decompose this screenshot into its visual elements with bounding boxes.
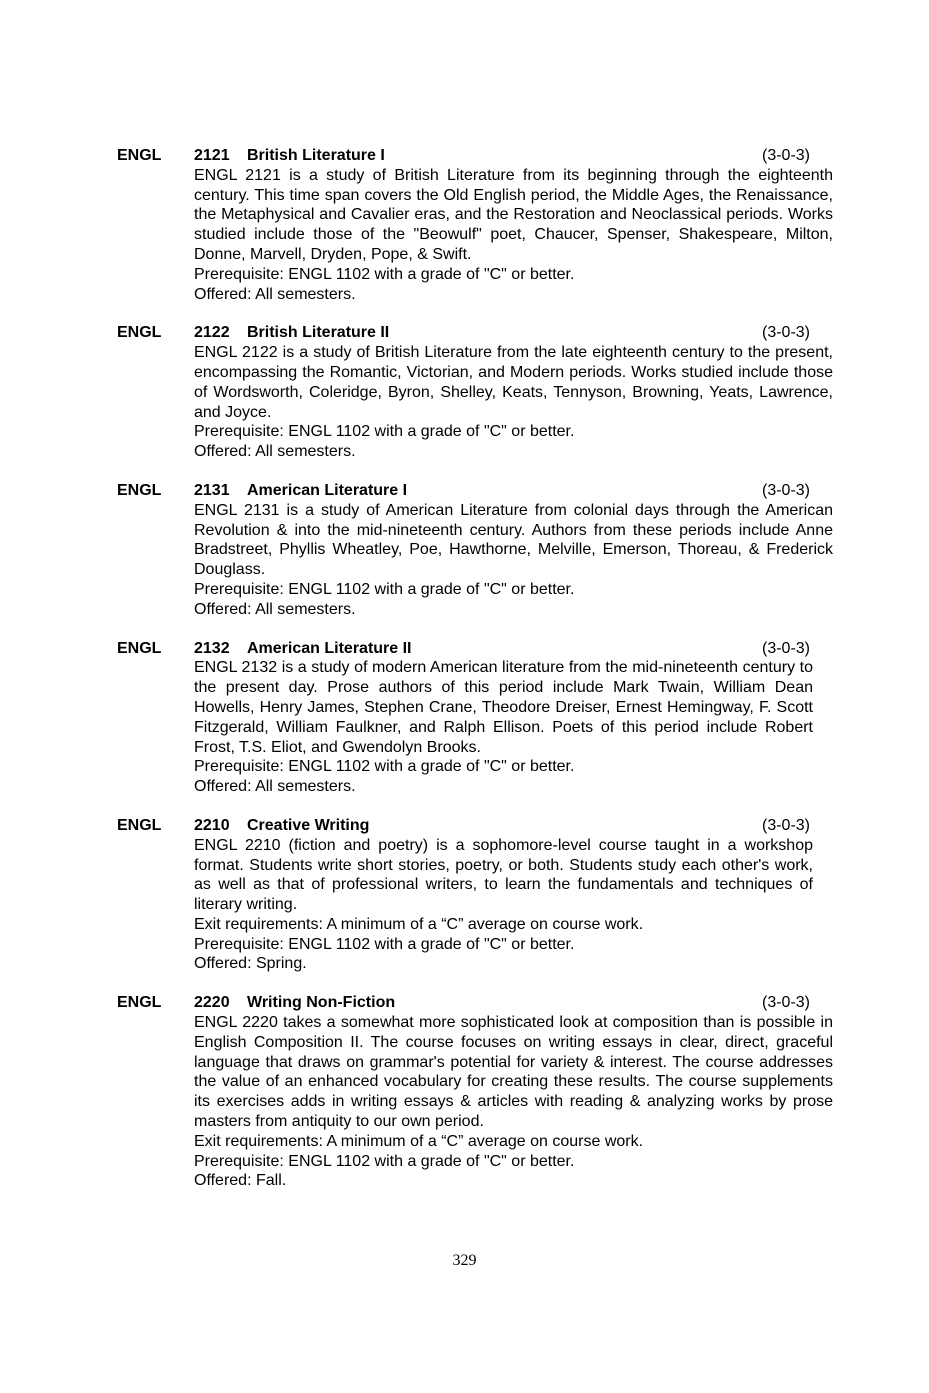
course-offered: Offered: Fall. [194,1172,287,1190]
course-body [194,836,833,975]
course-body [194,1013,833,1191]
course-number: 2220 [194,994,230,1012]
course-title: Writing Non-Fiction [247,994,396,1012]
course-prerequisite: Prerequisite: ENGL 1102 with a grade of "C" or better. [194,423,575,441]
course-heading [117,146,833,166]
course-number: 2121 [194,147,230,164]
course-prerequisite: Prerequisite: ENGL 1102 with a grade of "C" or better. [194,1152,575,1170]
course-offered: Offered: All semesters. [194,600,356,618]
course-body [194,166,833,305]
course-offered: Offered: All semesters. [194,778,356,796]
course-dept: ENGL [117,994,162,1012]
page-number: 329 [452,1252,477,1269]
course-entry [117,146,833,304]
course-description: ENGL 2121 is a study of British Literature from its beginning through the eighteenth century. This time span covers the Old English period, the Middle Ages, the Renaissance, the Metaphysical and Cavalier eras, and the Restoration and Neoclassical periods. Works studied include those of the "Beowulf" poet, Chaucer, Spenser, Shakespeare, Milton, Donne, Marvell, Dryden, Pope, & Swift. [194,166,833,263]
course-description: ENGL 2220 takes a somewhat more sophisticated look at composition than is possible in English Composition II. The course focuses on writing essays in clear, direct, graceful language that draws on grammar's potential for variety & interest. The course addresses the value of an enhanced vocabulary for creating these results. The course supplements its exercises adds in writing essays & articles with reading & analyzing works by prose masters from antiquity to our own period. [194,1014,833,1131]
course-description: ENGL 2131 is a study of American Literature from colonial days through the American Revolution & into the mid-nineteenth century. Authors from these periods include Anne Bradstreet, Phyllis Wheatley, Poe, Hawthorne, Melville, Emerson, Thoreau, & Frederick Douglass. [194,501,833,579]
course-exit-requirements: Exit requirements: A minimum of a “C” average on course work. [194,915,644,933]
course-number: 2210 [194,816,230,834]
course-credits: (3-0-3) [762,481,811,499]
course-entry [117,639,833,797]
course-body [194,658,833,797]
course-prerequisite: Prerequisite: ENGL 1102 with a grade of "C" or better. [194,758,575,776]
course-heading [117,816,833,836]
course-entry [117,481,833,620]
course-dept: ENGL [117,481,162,499]
course-title: American Literature I [247,481,408,499]
course-credits: (3-0-3) [762,816,811,834]
course-body [194,343,833,462]
course-description: ENGL 2122 is a study of British Literature from the late eighteenth century to the present, encompassing the Romantic, Victorian, and Modern periods. Works studied include those of Wordsworth, Coleridge, Byron, Shelley, Keats, Tennyson, Browning, Yeats, Lawrence, and Joyce. [194,344,833,421]
course-credits: (3-0-3) [762,639,811,657]
course-list [117,146,833,1210]
course-entry [117,993,833,1191]
course-entry [117,323,833,462]
course-heading [117,993,833,1013]
course-title: British Literature II [247,324,390,342]
course-heading [117,481,833,501]
course-heading [117,323,833,343]
course-prerequisite: Prerequisite: ENGL 1102 with a grade of "C" or better. [194,580,575,598]
course-description: ENGL 2210 (fiction and poetry) is a sophomore-level course taught in a workshop format. Students write short stories, poetry, or both. Students study each other's work, as well as that of professional writers, to learn the fundamentals and techniques of literary writing. [194,836,813,914]
course-prerequisite: Prerequisite: ENGL 1102 with a grade of "C" or better. [194,935,575,953]
course-exit-requirements: Exit requirements: A minimum of a “C” average on course work. [194,1132,644,1150]
course-prerequisite: Prerequisite: ENGL 1102 with a grade of "C" or better. [194,265,575,283]
course-title: American Literature II [247,639,412,657]
course-dept: ENGL [117,147,162,164]
course-number: 2122 [194,324,230,342]
course-body [194,501,833,620]
course-heading [117,639,833,659]
course-dept: ENGL [117,816,162,834]
course-number: 2132 [194,639,230,657]
course-offered: Offered: Spring. [194,955,307,973]
course-offered: Offered: All semesters. [194,285,356,303]
course-title: Creative Writing [247,816,370,834]
course-number: 2131 [194,481,230,499]
course-dept: ENGL [117,639,162,657]
course-credits: (3-0-3) [762,324,811,342]
course-entry [117,816,833,974]
course-offered: Offered: All semesters. [194,443,356,461]
course-description: ENGL 2132 is a study of modern American literature from the mid-nineteenth century to the present day. Prose authors of this period include Mark Twain, William Dean Howells, Henry James, Stephen Crane, Theodore Dreiser, Ernest Hemingway, F. Scott Fitzgerald, William Faulkner, and Ralph Ellison. Poets of this period include Robert Frost, T.S. Eliot, and Gwendolyn Brooks. [194,659,813,756]
course-credits: (3-0-3) [762,994,811,1012]
course-dept: ENGL [117,324,162,342]
course-credits: (3-0-3) [762,147,811,164]
course-title: British Literature I [247,147,385,164]
